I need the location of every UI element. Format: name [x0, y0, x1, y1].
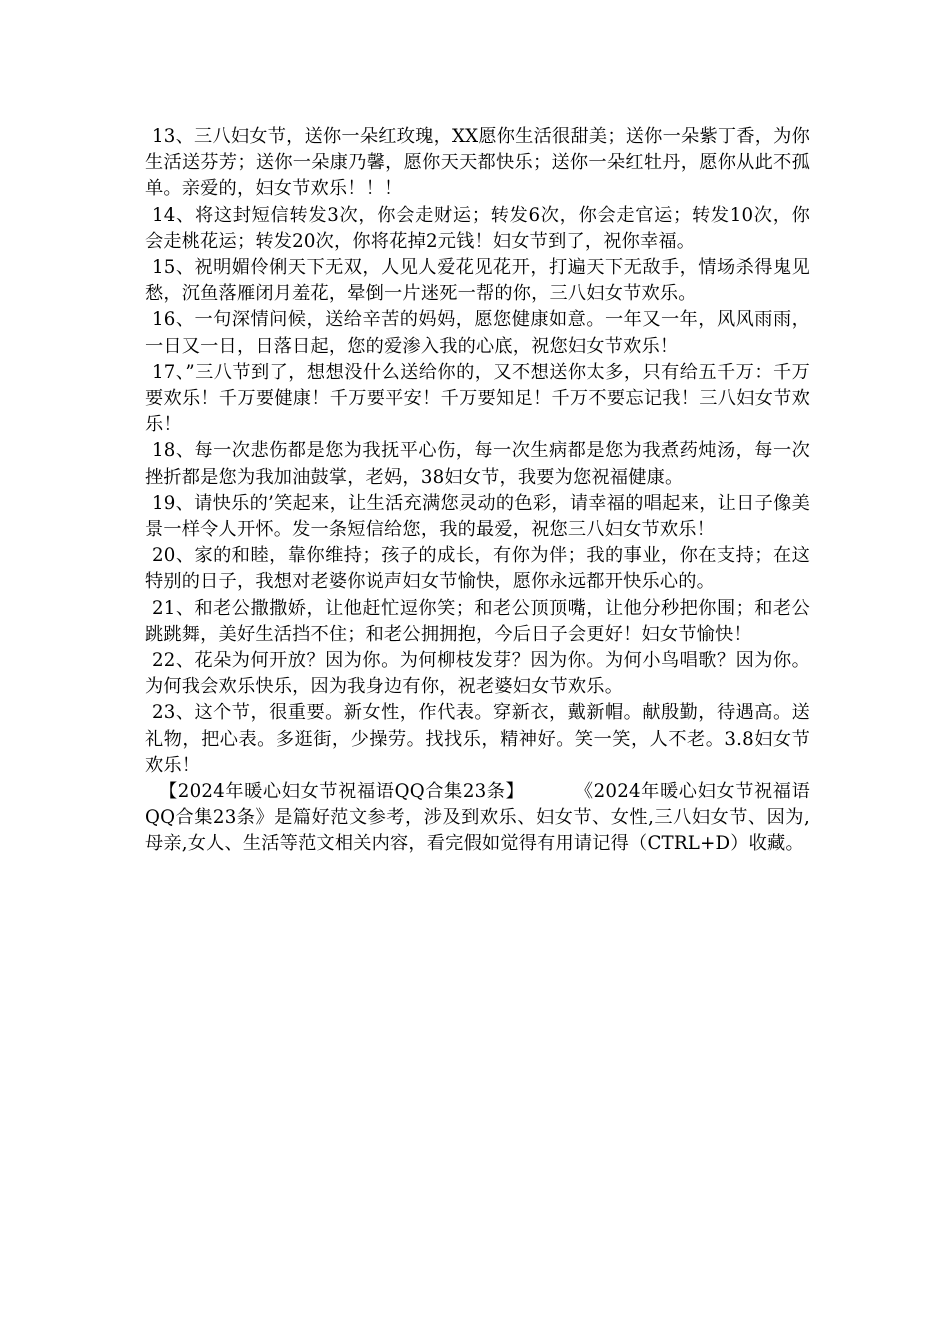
paragraph-20: 20、家的和睦，靠你维持；孩子的成长，有你为伴；我的事业，你在支持；在这特别的日子，我想对老婆你说声妇女节愉快，愿你永远都开快乐心的。 [145, 545, 810, 593]
paragraph-23: 23、这个节，很重要。新女性，作代表。穿新衣，戴新帽。献殷勤，待遇高。送礼物，把心表。多逛街，少操劳。找找乐，精神好。笑一笑，人不老。3.8妇女节欢乐！ [145, 702, 810, 776]
paragraph-19: 19、请快乐的’笑起来，让生活充满您灵动的色彩，请幸福的唱起来，让日子像美景一样令人开怀。发一条短信给您，我的最爱，祝您三八妇女节欢乐！ [145, 492, 810, 541]
summary-title: 【2024年暖心妇女节祝福语QQ合集23条】 [159, 781, 525, 803]
paragraph-13: 13、三八妇女节，送你一朵红玫瑰，XX愿你生活很甜美；送你一朵紫丁香，为你生活送芬芳；送你一朵康乃馨，愿你天天都快乐；送你一朵红牡丹，愿你从此不孤单。亲爱的，妇女节欢乐！！！ [145, 126, 810, 200]
paragraph-17: 17、”三八节到了，想想没什么送给你的，又不想送你太多，只有给五千万：千万要欢乐！千万要健康！千万要平安！千万要知足！千万不要忘记我！三八妇女节欢乐！ [145, 361, 810, 436]
summary-paragraph [145, 779, 810, 858]
paragraph-15: 15、祝明媚伶俐天下无双，人见人爱花见花开，打遍天下无敌手，情场杀得鬼见愁，沉鱼落雁闭月羞花，晕倒一片迷死一帮的你，三八妇女节欢乐。 [145, 257, 810, 305]
paragraph-18: 18、每一次悲伤都是您为我抚平心伤，每一次生病都是您为我煮药炖汤，每一次挫折都是您为我加油鼓掌，老妈，38妇女节，我要为您祝福健康。 [145, 440, 810, 488]
document-body [145, 124, 810, 858]
paragraph-14: 14、将这封短信转发3次，你会走财运；转发6次，你会走官运；转发10次，你会走桃花运；转发20次，你将花掉2元钱！妇女节到了，祝你幸福。 [145, 204, 810, 252]
summary-text: 《2024年暖心妇女节祝福语QQ合集23条》是篇好范文参考，涉及到欢乐、妇女节、女性,三八妇女节、因为,母亲,女人、生活等范文相关内容，看完假如觉得有用请记得（CTRL+D）收藏。 [145, 781, 810, 855]
paragraph-22: 22、花朵为何开放？因为你。为何柳枝发芽？因为你。为何小鸟唱歌？因为你。为何我会欢乐快乐，因为我身边有你，祝老婆妇女节欢乐。 [145, 650, 810, 698]
paragraph-21: 21、和老公撒撒娇，让他赶忙逗你笑；和老公顶顶嘴，让他分秒把你围；和老公跳跳舞，美好生活挡不住；和老公拥拥抱，今后日子会更好！妇女节愉快！ [145, 597, 810, 645]
paragraph-16: 16、一句深情问候，送给辛苦的妈妈，愿您健康如意。一年又一年，风风雨雨，一日又一日，日落日起，您的爱渗入我的心底，祝您妇女节欢乐！ [145, 309, 810, 357]
